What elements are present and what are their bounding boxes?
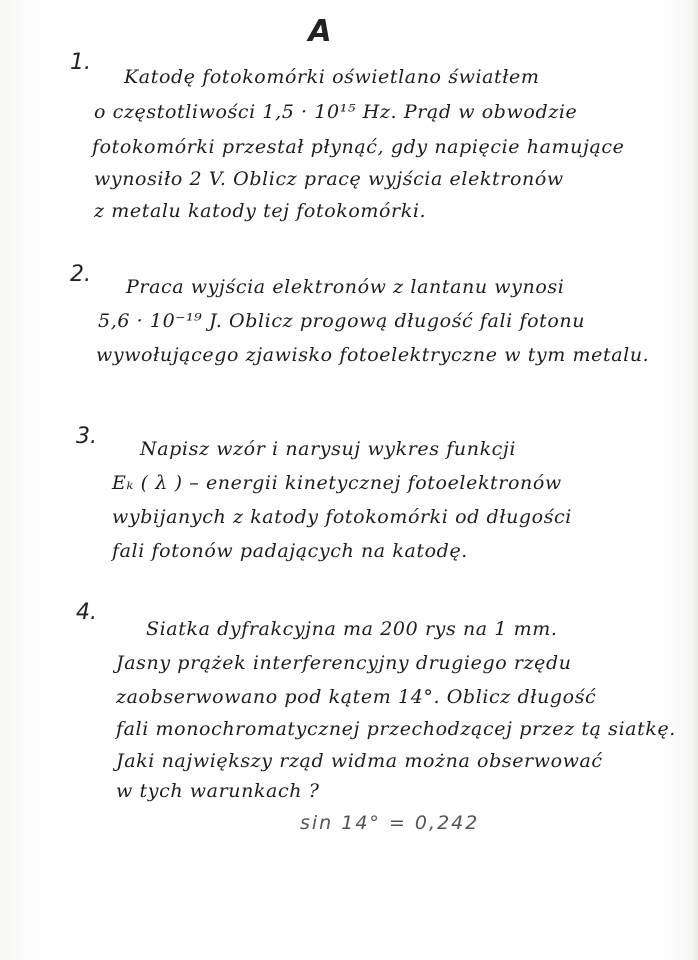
task-3-line-3: wybijanych z katody fotokomórki od długości [112, 506, 572, 528]
task-1-line-3: fotokomórki przestał płynąć, gdy napięcie hamujące [92, 136, 625, 158]
task-1-number: 1. [70, 50, 91, 75]
variant-heading: A [308, 14, 332, 49]
page-edge-shadow [690, 0, 698, 960]
task-4-formula: sin 14° = 0,242 [300, 812, 480, 834]
task-2-line-2: 5,6 · 10⁻¹⁹ J. Oblicz progową długość fali fotonu [98, 310, 586, 332]
task-4-line-4: fali monochromatycznej przechodzącej przez tą siatkę. [116, 718, 676, 740]
task-4-line-2: Jasny prążek interferencyjny drugiego rzędu [116, 652, 572, 674]
task-4-line-1: Siatka dyfrakcyjna ma 200 rys na 1 mm. [146, 618, 558, 640]
task-3-line-4: fali fotonów padających na katodę. [112, 540, 468, 562]
task-1-line-1: Katodę fotokomórki oświetlano światłem [124, 66, 540, 88]
task-4-number: 4. [76, 600, 97, 625]
task-4-line-3: zaobserwowano pod kątem 14°. Oblicz długość [116, 686, 597, 708]
task-2-number: 2. [70, 262, 91, 287]
task-1-line-4: wynosiło 2 V. Oblicz pracę wyjścia elektronów [94, 168, 564, 190]
task-2-line-1: Praca wyjścia elektronów z lantanu wynosi [126, 276, 565, 298]
task-3-line-2: Eₖ ( λ ) – energii kinetycznej fotoelektronów [112, 472, 562, 494]
task-3-number: 3. [76, 424, 97, 449]
task-3-line-1: Napisz wzór i narysuj wykres funkcji [140, 438, 517, 460]
task-1-line-5: z metalu katody tej fotokomórki. [94, 200, 427, 222]
task-4-line-6: w tych warunkach ? [116, 780, 320, 802]
task-1-line-2: o częstotliwości 1,5 · 10¹⁵ Hz. Prąd w obwodzie [94, 101, 578, 123]
task-4-line-5: Jaki największy rząd widma można obserwować [116, 750, 603, 772]
task-2-line-3: wywołującego zjawisko fotoelektryczne w tym metalu. [96, 344, 650, 366]
